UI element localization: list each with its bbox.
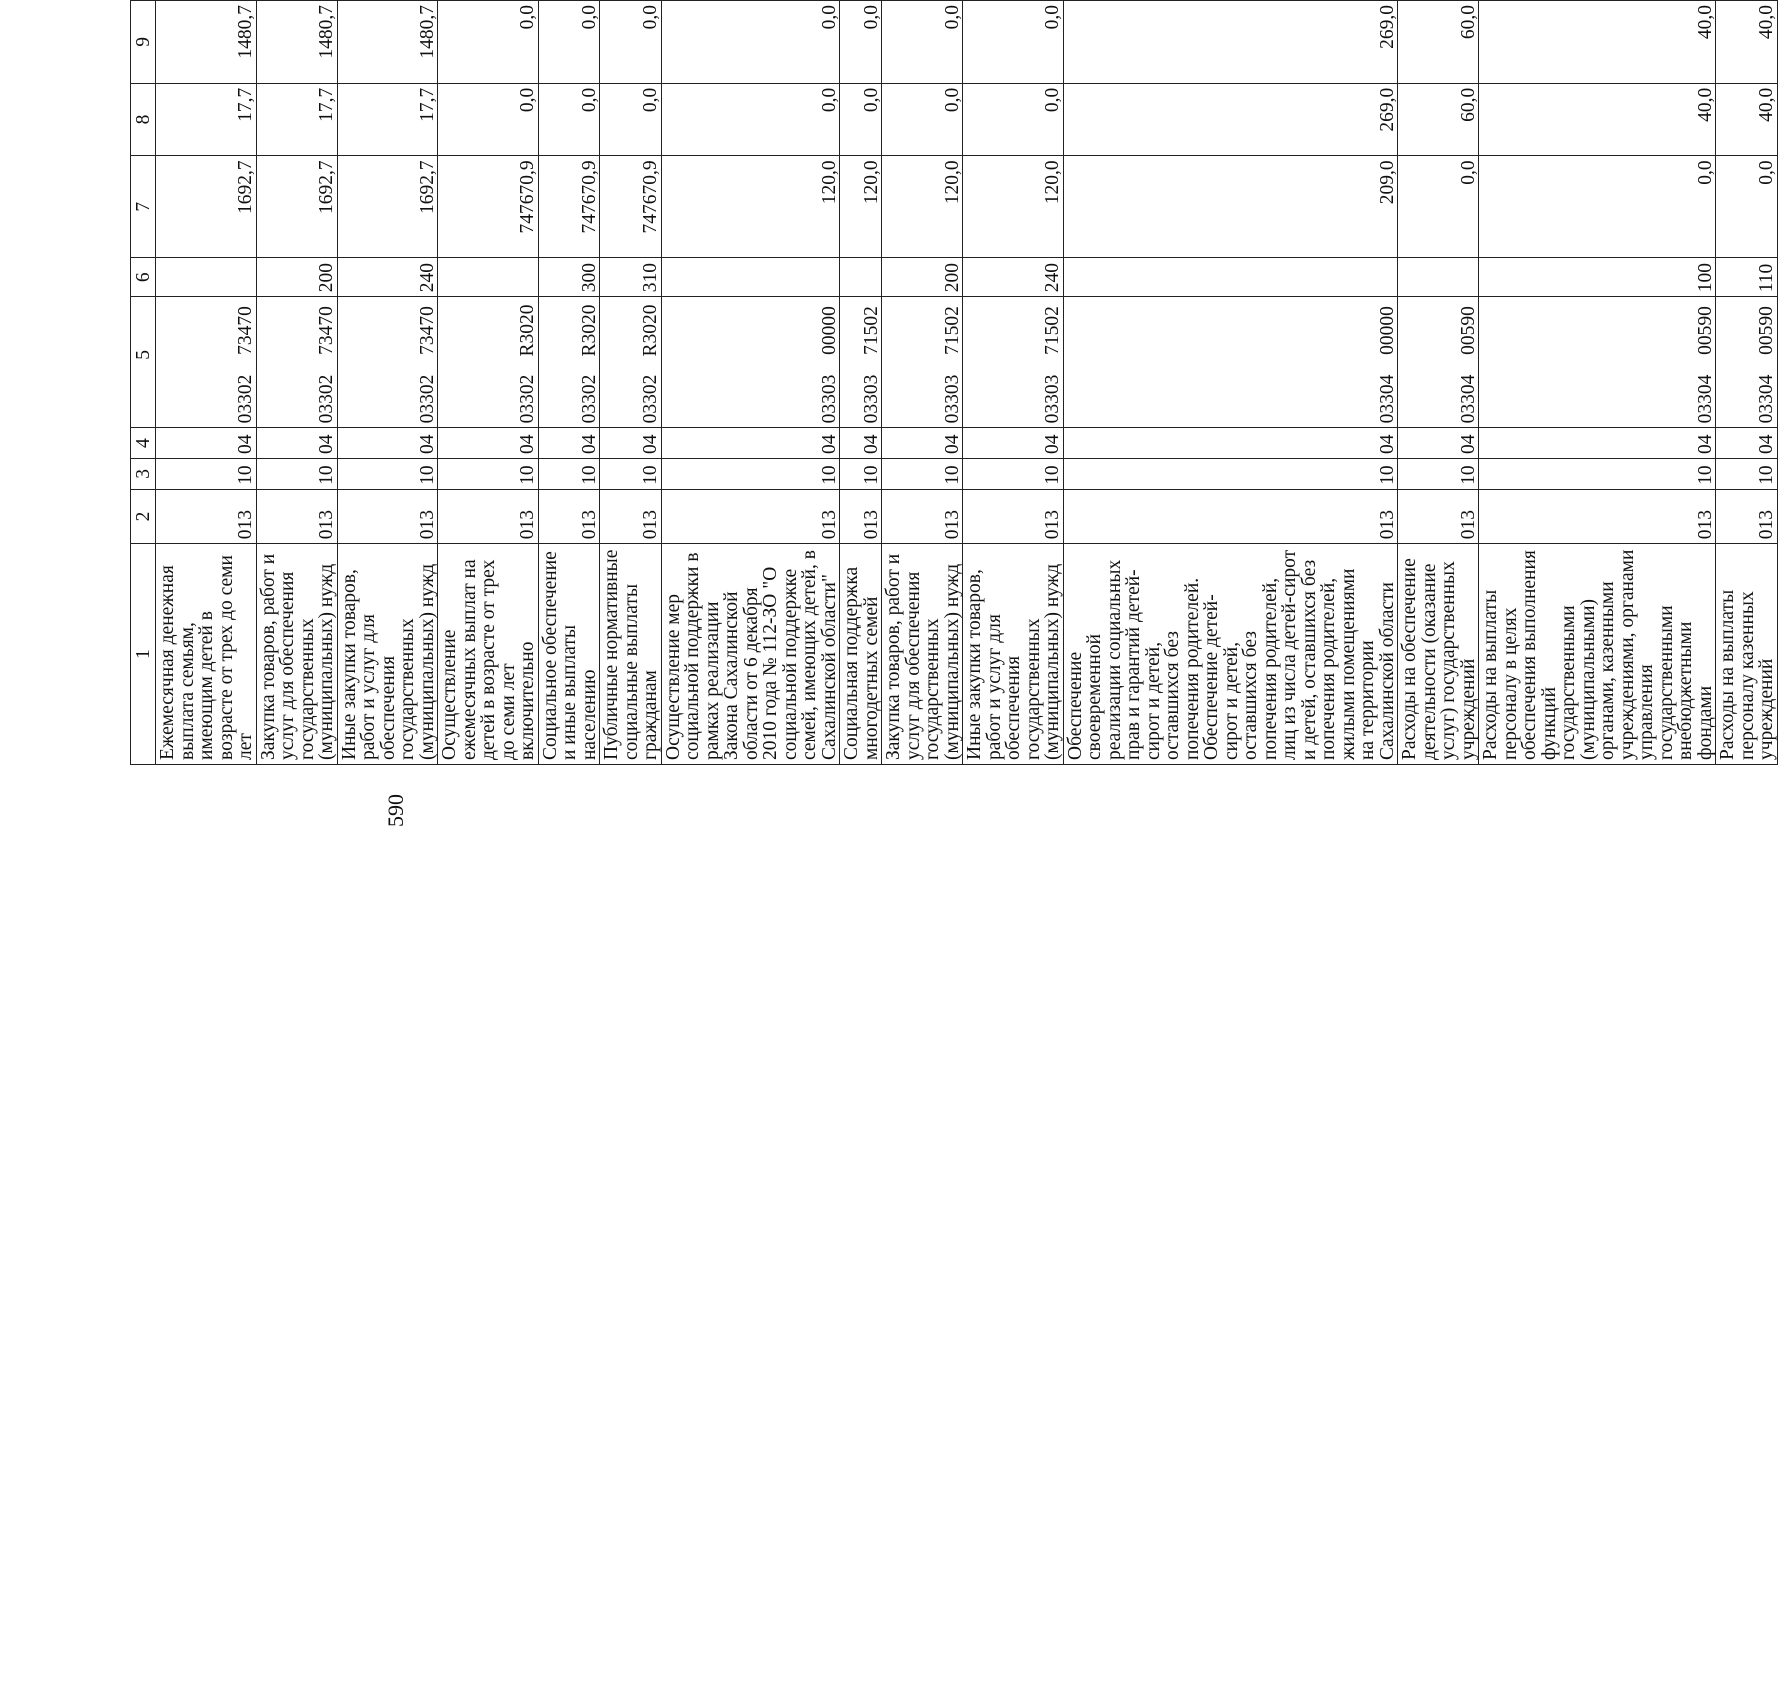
section-code-cell: 10 [882, 458, 963, 489]
table-row [1398, 1, 1479, 765]
expense-type-cell: 240 [337, 258, 438, 297]
target-article-program-cell: 03304 [1063, 364, 1398, 428]
section-code-cell: 10 [1716, 458, 1778, 489]
amount-col-8-cell: 60,0 [1398, 83, 1479, 156]
target-article-program-cell: 03302 [538, 364, 600, 428]
section-code-cell: 10 [438, 458, 539, 489]
target-article-program-cell: 03302 [438, 364, 539, 428]
amount-col-8-cell: 0,0 [963, 83, 1064, 156]
amount-col-9-cell: 0,0 [600, 1, 662, 84]
amount-col-7-cell: 209,0 [1063, 156, 1398, 258]
amount-col-8-cell: 269,0 [1063, 83, 1398, 156]
chapter-code-cell: 013 [538, 489, 600, 543]
subsection-code-cell: 04 [538, 428, 600, 459]
amount-col-9-cell: 0,0 [661, 1, 840, 84]
amount-col-7-cell: 747670,9 [438, 156, 539, 258]
section-code-cell: 10 [840, 458, 882, 489]
target-article-direction-cell: 00000 [1063, 297, 1398, 364]
chapter-code-cell: 013 [256, 489, 337, 543]
expense-type-cell [1398, 258, 1479, 297]
target-article-direction-cell: 73470 [337, 297, 438, 364]
subsection-code-cell: 04 [1716, 428, 1778, 459]
amount-col-7-cell: 0,0 [1398, 156, 1479, 258]
amount-col-8-cell: 17,7 [256, 83, 337, 156]
subsection-code-cell: 04 [661, 428, 840, 459]
row-name-cell: Социальная поддержка многодетных семей [840, 544, 882, 765]
target-article-program-cell: 03302 [337, 364, 438, 428]
amount-col-7-cell: 0,0 [1479, 156, 1716, 258]
header-col-7: 7 [131, 156, 156, 258]
amount-col-8-cell: 0,0 [600, 83, 662, 156]
amount-col-9-cell: 60,0 [1398, 1, 1479, 84]
table-header-row [131, 1, 156, 765]
target-article-program-cell: 03303 [882, 364, 963, 428]
section-code-cell: 10 [1398, 458, 1479, 489]
row-name-cell: Расходы на выплаты персоналу в целях обеспечения выполнения функций государственными (муниципальными) органами, казенными учреждениями, органами управления государственными внебюджетными фондами [1479, 544, 1716, 765]
target-article-direction-cell: 71502 [840, 297, 882, 364]
section-code-cell: 10 [156, 458, 257, 489]
amount-col-8-cell: 40,0 [1479, 83, 1716, 156]
target-article-program-cell: 03304 [1398, 364, 1479, 428]
section-code-cell: 10 [963, 458, 1064, 489]
amount-col-9-cell: 40,0 [1716, 1, 1778, 84]
expense-type-cell [840, 258, 882, 297]
target-article-program-cell: 03303 [661, 364, 840, 428]
amount-col-9-cell: 1480,7 [256, 1, 337, 84]
expense-type-cell: 200 [256, 258, 337, 297]
header-col-5: 5 [131, 297, 156, 364]
expense-type-cell [438, 258, 539, 297]
subsection-code-cell: 04 [882, 428, 963, 459]
target-article-direction-cell: 00590 [1716, 297, 1778, 364]
expense-type-cell: 110 [1716, 258, 1778, 297]
target-article-direction-cell: 00000 [661, 297, 840, 364]
expense-type-cell [156, 258, 257, 297]
amount-col-8-cell: 0,0 [840, 83, 882, 156]
subsection-code-cell: 04 [600, 428, 662, 459]
target-article-program-cell: 03304 [1479, 364, 1716, 428]
table-row [840, 1, 882, 765]
table-row [538, 1, 600, 765]
target-article-direction-cell: 73470 [156, 297, 257, 364]
header-col-4: 4 [131, 428, 156, 459]
table-row [882, 1, 963, 765]
row-name-cell: Ежемесячная денежная выплата семьям, имеющим детей в возрасте от трех до семи лет [156, 544, 257, 765]
amount-col-7-cell: 1692,7 [256, 156, 337, 258]
amount-col-7-cell: 120,0 [840, 156, 882, 258]
header-col-5-left [131, 364, 156, 428]
header-col-9: 9 [131, 1, 156, 84]
header-col-2: 2 [131, 489, 156, 543]
subsection-code-cell: 04 [840, 428, 882, 459]
row-name-cell: Осуществление мер социальной поддержки в рамках реализации Закона Сахалинской области от 6 декабря 2010 года № 112-ЗО "О социальной поддержке семей, имеющих детей, в Сахалинской области" [661, 544, 840, 765]
amount-col-8-cell: 0,0 [538, 83, 600, 156]
header-col-8: 8 [131, 83, 156, 156]
row-name-cell: Иные закупки товаров, работ и услуг для обеспечения государственных (муниципальных) нужд [337, 544, 438, 765]
table-row [1063, 1, 1398, 765]
section-code-cell: 10 [256, 458, 337, 489]
page-number: 590 [383, 794, 408, 827]
row-name-cell: Расходы на выплаты персоналу казенных учреждений [1716, 544, 1778, 765]
table-row [1479, 1, 1716, 765]
target-article-program-cell: 03304 [1716, 364, 1778, 428]
amount-col-8-cell: 0,0 [438, 83, 539, 156]
row-name-cell: Закупка товаров, работ и услуг для обеспечения государственных (муниципальных) нужд [882, 544, 963, 765]
subsection-code-cell: 04 [156, 428, 257, 459]
subsection-code-cell: 04 [1398, 428, 1479, 459]
expense-type-cell: 240 [963, 258, 1064, 297]
table-row [1716, 1, 1778, 765]
section-code-cell: 10 [538, 458, 600, 489]
amount-col-8-cell: 17,7 [337, 83, 438, 156]
target-article-direction-cell: 71502 [963, 297, 1064, 364]
target-article-direction-cell: R3020 [600, 297, 662, 364]
section-code-cell: 10 [1479, 458, 1716, 489]
chapter-code-cell: 013 [1716, 489, 1778, 543]
target-article-direction-cell: 71502 [882, 297, 963, 364]
amount-col-7-cell: 747670,9 [538, 156, 600, 258]
row-name-cell: Закупка товаров, работ и услуг для обеспечения государственных (муниципальных) нужд [256, 544, 337, 765]
table-body [156, 1, 1778, 765]
amount-col-8-cell: 40,0 [1716, 83, 1778, 156]
chapter-code-cell: 013 [1398, 489, 1479, 543]
table-row [600, 1, 662, 765]
section-code-cell: 10 [1063, 458, 1398, 489]
expense-type-cell [661, 258, 840, 297]
amount-col-8-cell: 0,0 [661, 83, 840, 156]
row-name-cell: Обеспечение своевременной реализации социальных прав и гарантий детей-сирот и детей, оставшихся без попечения родителей. Обеспечение детей-сирот и детей, оставшихся без попечения родителей, лиц из числа детей-сирот и детей, оставшихся без попечения родителей, жилыми помещениями на территории Сахалинской области [1063, 544, 1398, 765]
subsection-code-cell: 04 [256, 428, 337, 459]
expense-type-cell: 310 [600, 258, 662, 297]
chapter-code-cell: 013 [1479, 489, 1716, 543]
chapter-code-cell: 013 [438, 489, 539, 543]
expense-type-cell: 100 [1479, 258, 1716, 297]
row-name-cell: Иные закупки товаров, работ и услуг для обеспечения государственных (муниципальных) нужд [963, 544, 1064, 765]
table-row [963, 1, 1064, 765]
subsection-code-cell: 04 [1479, 428, 1716, 459]
amount-col-7-cell: 120,0 [963, 156, 1064, 258]
header-col-1: 1 [131, 544, 156, 765]
amount-col-9-cell: 269,0 [1063, 1, 1398, 84]
expense-type-cell: 300 [538, 258, 600, 297]
chapter-code-cell: 013 [840, 489, 882, 543]
table-row [156, 1, 257, 765]
row-name-cell: Осуществление ежемесячных выплат на детей в возрасте от трех до семи лет включительно [438, 544, 539, 765]
amount-col-7-cell: 120,0 [882, 156, 963, 258]
chapter-code-cell: 013 [963, 489, 1064, 543]
table-row [438, 1, 539, 765]
amount-col-9-cell: 1480,7 [337, 1, 438, 84]
table-row [661, 1, 840, 765]
table-row [337, 1, 438, 765]
amount-col-9-cell: 0,0 [963, 1, 1064, 84]
section-code-cell: 10 [337, 458, 438, 489]
target-article-direction-cell: 00590 [1398, 297, 1479, 364]
subsection-code-cell: 04 [337, 428, 438, 459]
target-article-program-cell: 03302 [256, 364, 337, 428]
row-name-cell: Социальное обеспечение и иные выплаты населению [538, 544, 600, 765]
amount-col-9-cell: 0,0 [438, 1, 539, 84]
target-article-program-cell: 03303 [840, 364, 882, 428]
table-row [256, 1, 337, 765]
target-article-program-cell: 03303 [963, 364, 1064, 428]
chapter-code-cell: 013 [1063, 489, 1398, 543]
section-code-cell: 10 [661, 458, 840, 489]
amount-col-9-cell: 0,0 [840, 1, 882, 84]
budget-table [130, 0, 1778, 765]
target-article-direction-cell: R3020 [538, 297, 600, 364]
amount-col-8-cell: 17,7 [156, 83, 257, 156]
amount-col-9-cell: 1480,7 [156, 1, 257, 84]
target-article-direction-cell: 73470 [256, 297, 337, 364]
subsection-code-cell: 04 [963, 428, 1064, 459]
subsection-code-cell: 04 [438, 428, 539, 459]
row-name-cell: Публичные нормативные социальные выплаты гражданам [600, 544, 662, 765]
amount-col-7-cell: 120,0 [661, 156, 840, 258]
expense-type-cell [1063, 258, 1398, 297]
target-article-program-cell: 03302 [600, 364, 662, 428]
amount-col-7-cell: 0,0 [1716, 156, 1778, 258]
amount-col-7-cell: 1692,7 [156, 156, 257, 258]
target-article-direction-cell: 00590 [1479, 297, 1716, 364]
amount-col-7-cell: 1692,7 [337, 156, 438, 258]
chapter-code-cell: 013 [882, 489, 963, 543]
chapter-code-cell: 013 [600, 489, 662, 543]
section-code-cell: 10 [600, 458, 662, 489]
chapter-code-cell: 013 [156, 489, 257, 543]
amount-col-9-cell: 0,0 [538, 1, 600, 84]
target-article-program-cell: 03302 [156, 364, 257, 428]
header-col-6: 6 [131, 258, 156, 297]
header-col-3: 3 [131, 458, 156, 489]
target-article-direction-cell: R3020 [438, 297, 539, 364]
row-name-cell: Расходы на обеспечение деятельности (оказание услуг) государственных учреждений [1398, 544, 1479, 765]
amount-col-7-cell: 747670,9 [600, 156, 662, 258]
chapter-code-cell: 013 [661, 489, 840, 543]
expense-type-cell: 200 [882, 258, 963, 297]
amount-col-9-cell: 40,0 [1479, 1, 1716, 84]
amount-col-9-cell: 0,0 [882, 1, 963, 84]
subsection-code-cell: 04 [1063, 428, 1398, 459]
amount-col-8-cell: 0,0 [882, 83, 963, 156]
chapter-code-cell: 013 [337, 489, 438, 543]
